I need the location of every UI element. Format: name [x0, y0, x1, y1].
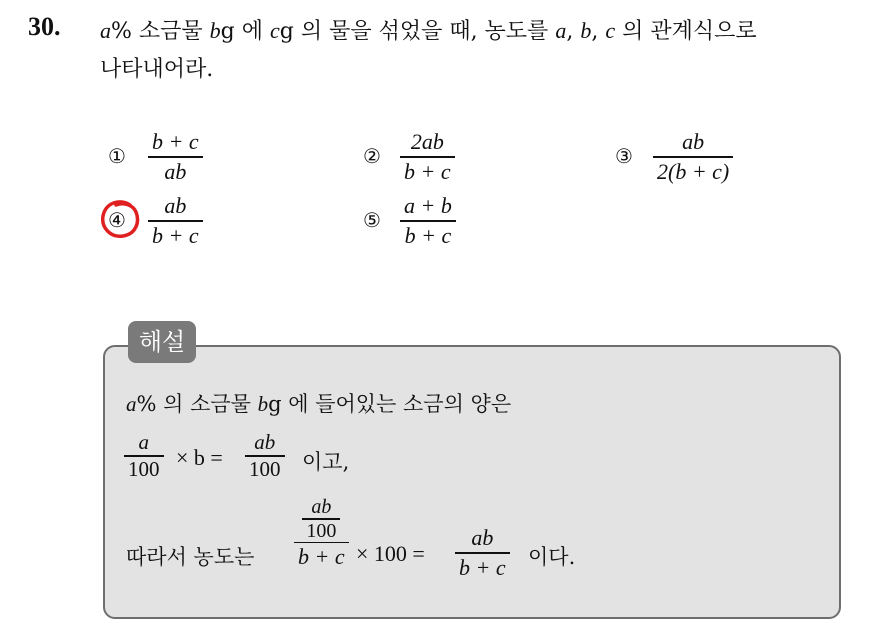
choice-1-fraction[interactable]: b + c ab — [148, 128, 203, 186]
choice-3-marker[interactable]: ③ — [615, 144, 633, 168]
choice-5-fraction[interactable]: a + b b + c — [400, 192, 456, 250]
explanation-result-fraction: ab b + c — [455, 524, 510, 582]
explanation-fraction-a-over-100: a 100 — [124, 430, 164, 482]
question-number: 30. — [28, 12, 61, 41]
explanation-compound-fraction: $\frac{ab}{100}$ b + c — [294, 493, 349, 571]
selected-answer-circle-icon — [98, 196, 144, 244]
question-text-line1: a% 소금물 bg 에 cg 의 물을 섞었을 때, 농도를 a, b, c 의 관계식으로 — [100, 18, 757, 44]
choice-4-marker[interactable]: ④ — [108, 208, 126, 232]
choice-5-marker[interactable]: ⑤ — [363, 208, 381, 232]
question-text-line2: 나타내어라. — [100, 57, 214, 82]
explanation-tag: 해설 — [128, 321, 196, 363]
choice-4-fraction[interactable]: ab b + c — [148, 192, 203, 250]
explanation-line3-prefix: 따라서 농도는 — [126, 545, 255, 569]
choice-1-marker[interactable]: ① — [108, 144, 126, 168]
explanation-line3-suffix: 이다. — [528, 545, 576, 569]
explanation-times-b: × b = — [176, 445, 223, 470]
explanation-line2-suffix: 이고, — [302, 450, 350, 474]
explanation-line1: a% 의 소금물 bg 에 들어있는 소금의 양은 — [126, 392, 512, 416]
choice-2-marker[interactable]: ② — [363, 144, 381, 168]
explanation-times-100: × 100 = — [356, 541, 425, 566]
choice-3-fraction[interactable]: ab 2(b + c) — [653, 128, 733, 186]
choice-2-fraction[interactable]: 2ab b + c — [400, 128, 455, 186]
explanation-fraction-ab-over-100: ab 100 — [245, 430, 285, 482]
